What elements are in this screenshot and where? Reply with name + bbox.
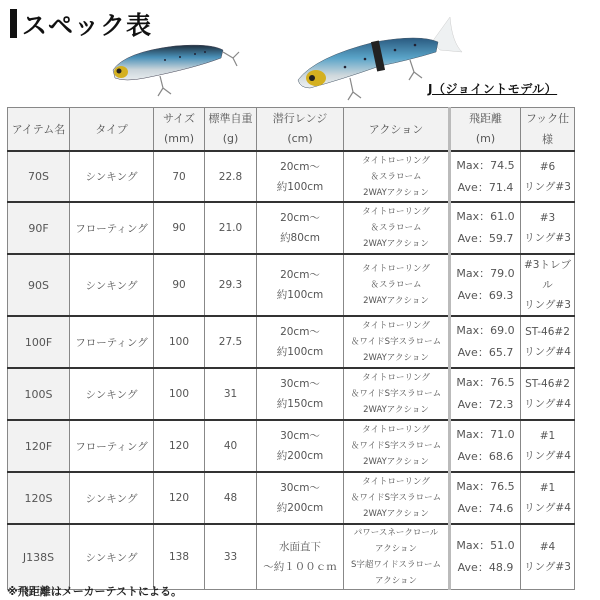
cell-type: シンキング	[70, 254, 154, 316]
cell-weight: 48	[205, 472, 257, 524]
cell-action: タイトローリング ＆ワイドS字スラローム 2WAYアクション	[344, 368, 450, 420]
cell-distance: Max：51.0 Ave：48.9	[450, 524, 521, 590]
cell-action: タイトローリング ＆スラローム 2WAYアクション	[344, 151, 450, 202]
col-header-distance: 飛距離 (m)	[450, 108, 521, 152]
cell-weight: 29.3	[205, 254, 257, 316]
title-accent-bar	[10, 9, 17, 38]
cell-range: 30cm～ 約150cm	[257, 368, 344, 420]
cell-weight: 31	[205, 368, 257, 420]
cell-size: 90	[154, 254, 205, 316]
cell-hook: #1 リング#4	[521, 472, 575, 524]
cell-size: 120	[154, 420, 205, 472]
table-row	[8, 420, 575, 472]
cell-distance: Max：71.0 Ave：68.6	[450, 420, 521, 472]
cell-hook: ST-46#2 リング#4	[521, 316, 575, 368]
table-row	[8, 368, 575, 420]
cell-hook: ST-46#2 リング#4	[521, 368, 575, 420]
col-header-hook: フック仕様	[521, 108, 575, 152]
cell-item-name: 90F	[8, 202, 70, 254]
table-row	[8, 316, 575, 368]
cell-item-name: 100S	[8, 368, 70, 420]
cell-size: 120	[154, 472, 205, 524]
cell-action: パワースネークロール アクション S字超ワイドスラローム アクション	[344, 524, 450, 590]
cell-type: シンキング	[70, 524, 154, 590]
cell-distance: Max：79.0 Ave：69.3	[450, 254, 521, 316]
cell-range: 30cm～ 約200cm	[257, 472, 344, 524]
cell-type: シンキング	[70, 368, 154, 420]
joint-model-label: J（ジョイントモデル）	[428, 82, 558, 96]
cell-distance: Max：76.5 Ave：72.3	[450, 368, 521, 420]
cell-type: フローティング	[70, 202, 154, 254]
cell-item-name: 100F	[8, 316, 70, 368]
cell-distance: Max：61.0 Ave：59.7	[450, 202, 521, 254]
cell-action: タイトローリング ＆スラローム 2WAYアクション	[344, 202, 450, 254]
cell-size: 100	[154, 316, 205, 368]
col-header-size: サイズ (mm)	[154, 108, 205, 152]
cell-type: フローティング	[70, 316, 154, 368]
cell-item-name: 120F	[8, 420, 70, 472]
footnote: ※飛距離はメーカーテストによる。	[7, 585, 183, 598]
cell-type: シンキング	[70, 472, 154, 524]
cell-range: 20cm～ 約100cm	[257, 254, 344, 316]
cell-range: 30cm～ 約200cm	[257, 420, 344, 472]
cell-distance: Max：69.0 Ave：65.7	[450, 316, 521, 368]
col-header-action: アクション	[344, 108, 450, 152]
cell-action: タイトローリング ＆ワイドS字スラローム 2WAYアクション	[344, 472, 450, 524]
cell-weight: 33	[205, 524, 257, 590]
cell-item-name: 70S	[8, 151, 70, 202]
table-row	[8, 151, 575, 202]
cell-range: 20cm～ 約80cm	[257, 202, 344, 254]
cell-size: 90	[154, 202, 205, 254]
cell-size: 70	[154, 151, 205, 202]
table-row	[8, 524, 575, 590]
cell-weight: 27.5	[205, 316, 257, 368]
cell-size: 100	[154, 368, 205, 420]
cell-range: 20cm～ 約100cm	[257, 151, 344, 202]
cell-range: 水面直下 ～約１００ｃｍ	[257, 524, 344, 590]
cell-hook: #4 リング#3	[521, 524, 575, 590]
cell-item-name: 90S	[8, 254, 70, 316]
table-row	[8, 254, 575, 316]
spec-table	[7, 107, 575, 590]
cell-hook: #3 リング#3	[521, 202, 575, 254]
cell-action: タイトローリング ＆ワイドS字スラローム 2WAYアクション	[344, 316, 450, 368]
cell-size: 138	[154, 524, 205, 590]
table-header-row	[8, 108, 575, 152]
cell-weight: 40	[205, 420, 257, 472]
cell-weight: 22.8	[205, 151, 257, 202]
cell-weight: 21.0	[205, 202, 257, 254]
table-row	[8, 472, 575, 524]
cell-action: タイトローリング ＆ワイドS字スラローム 2WAYアクション	[344, 420, 450, 472]
table-row	[8, 202, 575, 254]
col-header-range: 潜行レンジ (cm)	[257, 108, 344, 152]
cell-distance: Max：74.5 Ave：71.4	[450, 151, 521, 202]
cell-distance: Max：76.5 Ave：74.6	[450, 472, 521, 524]
col-header-type: タイプ	[70, 108, 154, 152]
cell-item-name: 120S	[8, 472, 70, 524]
cell-hook: #3トレブル リング#3	[521, 254, 575, 316]
cell-hook: #6 リング#3	[521, 151, 575, 202]
cell-range: 20cm～ 約100cm	[257, 316, 344, 368]
col-header-item: アイテム名	[8, 108, 70, 152]
page-title: スペック表	[22, 11, 153, 40]
cell-type: シンキング	[70, 151, 154, 202]
cell-item-name: J138S	[8, 524, 70, 590]
lure-image-minnow	[105, 38, 255, 103]
col-header-weight: 標準自重 (g)	[205, 108, 257, 152]
cell-action: タイトローリング ＆スラローム 2WAYアクション	[344, 254, 450, 316]
cell-type: フローティング	[70, 420, 154, 472]
cell-hook: #1 リング#4	[521, 420, 575, 472]
